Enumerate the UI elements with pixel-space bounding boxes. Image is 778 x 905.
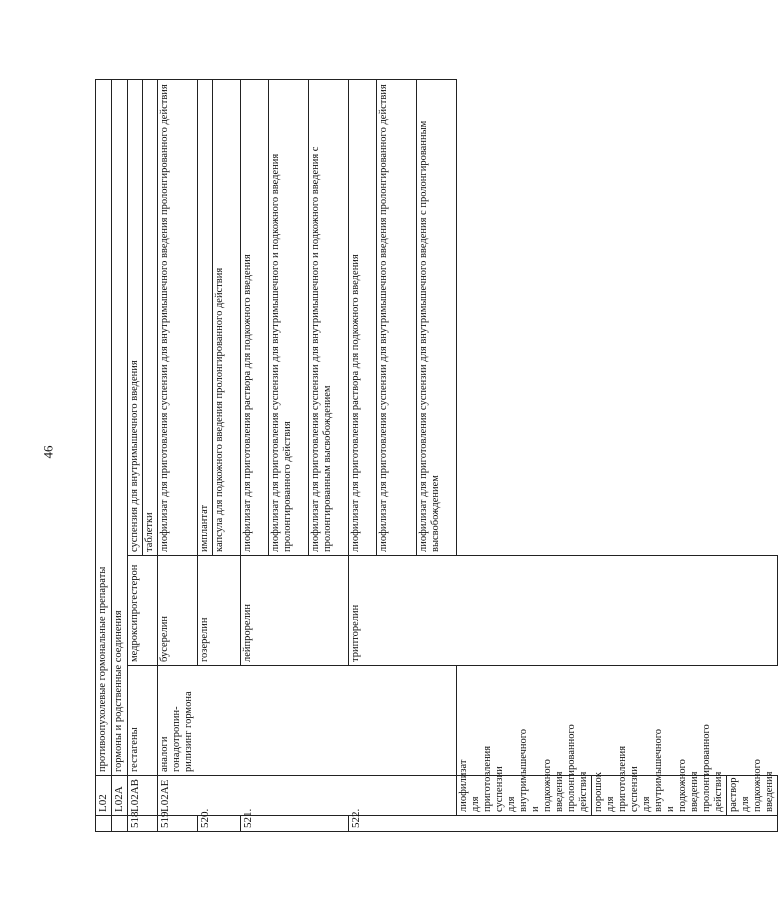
dosage-form: капсула для подкожного введения пролонгированного действия <box>213 80 241 556</box>
drug-name: гозерелин <box>198 556 241 666</box>
pharmacological-group: аналоги гонадотропин-рилизинг гормона <box>158 666 457 776</box>
atc-code: L02 <box>96 776 112 816</box>
dosage-form: таблетки <box>143 80 158 556</box>
pharmacological-group: гестагены <box>128 666 158 776</box>
row-number: 522. <box>349 816 778 832</box>
dosage-form: раствор для подкожного введения <box>727 776 778 816</box>
dosage-form: лиофилизат для приготовления раствора для подкожного введения <box>349 80 377 556</box>
drug-name: лейпрорелин <box>241 556 349 666</box>
table-row <box>727 80 778 832</box>
dosage-form: имплантат <box>198 80 213 556</box>
drug-table <box>95 79 778 832</box>
table-row <box>158 80 198 832</box>
row-number: 519. <box>158 816 198 832</box>
drug-name: медроксипрогестерон <box>128 556 158 666</box>
row-number: 521. <box>241 816 349 832</box>
group-title: гормоны и родственные соединения <box>112 80 128 776</box>
table-row <box>592 80 727 832</box>
row-number <box>96 816 112 832</box>
dosage-form: лиофилизат для приготовления суспензии для внутримышечного введения пролонгированного действия <box>158 80 198 556</box>
dosage-form: суспензия для внутримышечного введения <box>128 80 143 556</box>
table-row <box>128 80 143 832</box>
dosage-form: лиофилизат для приготовления суспензии для внутримышечного введения пролонгированного действия <box>377 80 417 556</box>
dosage-form: лиофилизат для приготовления суспензии для внутримышечного и подкожного введения пролонгированного действия <box>269 80 309 556</box>
drug-name: трипторелин <box>349 556 778 666</box>
rotated-table-container <box>95 80 775 832</box>
dosage-form: лиофилизат для приготовления суспензии для внутримышечного введения с пролонгированным высвобождением <box>417 80 457 556</box>
atc-code: L02A <box>112 776 128 816</box>
drug-name: бусерелин <box>158 556 198 666</box>
page-number: 46 <box>40 445 56 459</box>
dosage-form: лиофилизат для приготовления суспензии для внутримышечного и подкожного введения с пролонгированным высвобождением <box>309 80 349 556</box>
table-row <box>457 80 592 832</box>
table-row <box>96 80 112 832</box>
row-number: 520. <box>198 816 241 832</box>
row-number: 518. <box>128 816 158 832</box>
dosage-form: лиофилизат для приготовления суспензии для внутримышечного и подкожного введения пролонгированного действия <box>457 776 592 816</box>
dosage-form: порошок для приготовления суспензии для внутримышечного и подкожного введения пролонгированного действия <box>592 776 727 816</box>
atc-code: L02AE <box>158 776 457 816</box>
group-title: противоопухолевые гормональные препараты <box>96 80 112 776</box>
row-number <box>112 816 128 832</box>
table-row <box>112 80 128 832</box>
dosage-form: лиофилизат для приготовления раствора для подкожного введения <box>241 80 269 556</box>
atc-code: L02AB <box>128 776 158 816</box>
